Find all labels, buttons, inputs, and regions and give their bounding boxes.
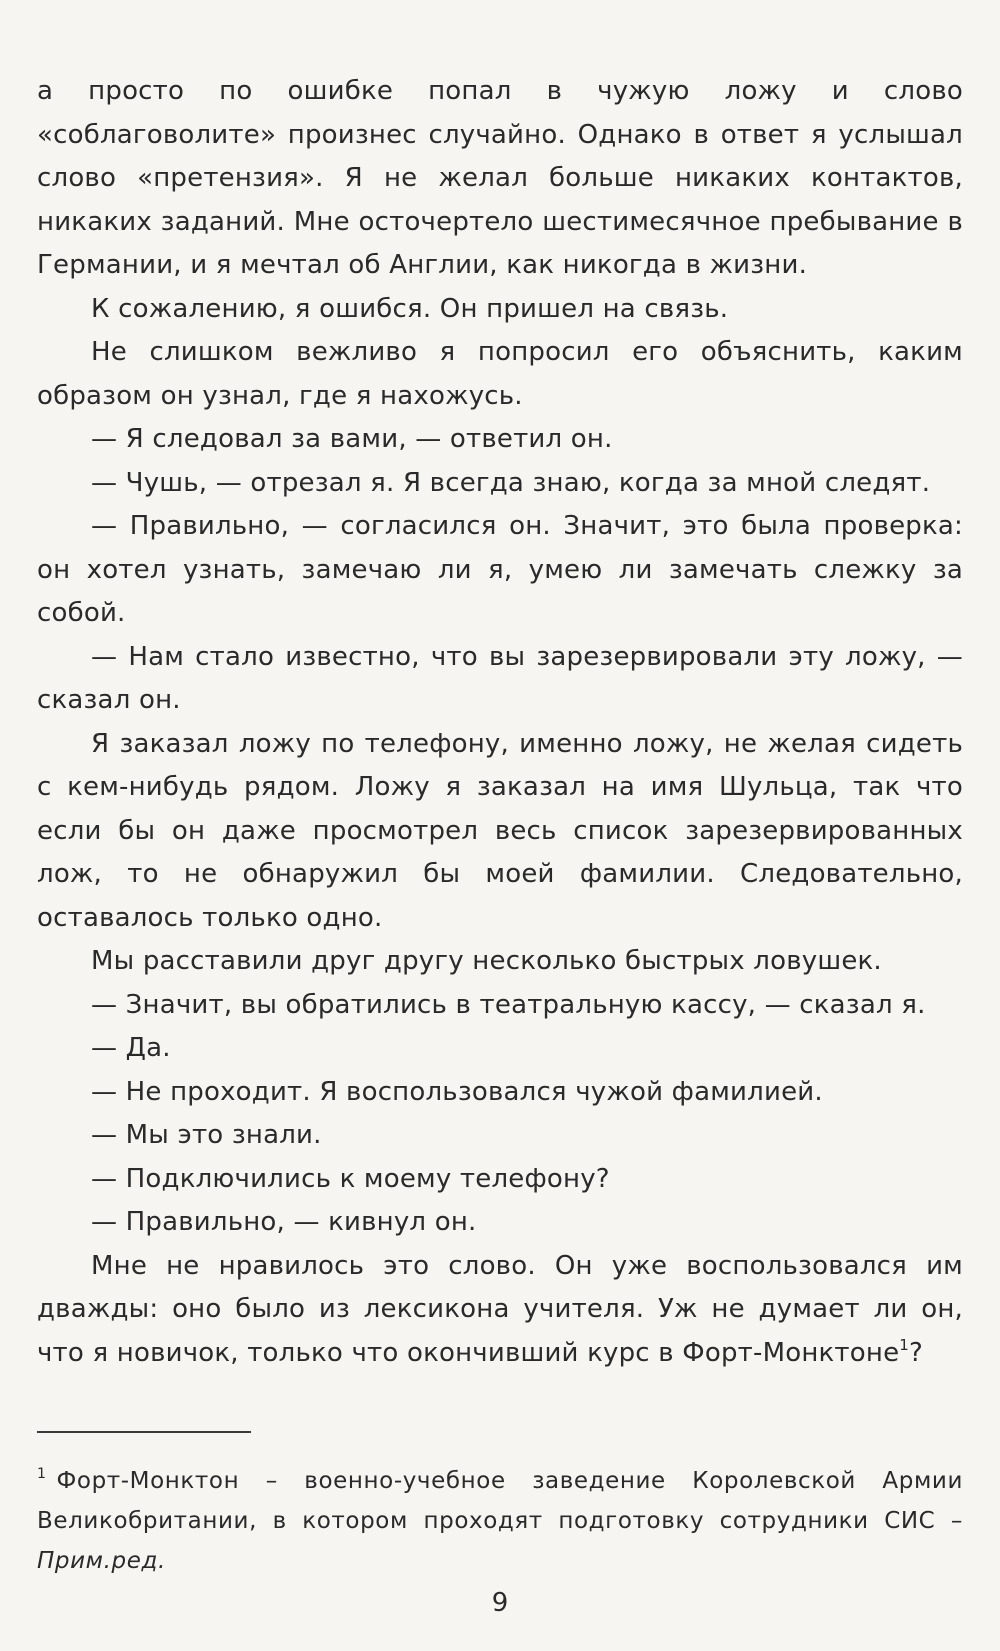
paragraph-last: [37, 1245, 963, 1376]
dialogue-line: — Не проходит. Я воспользовался чужой фамилией.: [91, 1076, 823, 1107]
dialogue-line: — Я следовал за вами, — ответил он.: [91, 424, 613, 454]
dialogue-line: — Нам стало известно, что вы зарезервировали эту ложу, — сказал он.: [37, 641, 963, 715]
dialogue-line: — Правильно, — кивнул он.: [91, 1207, 477, 1237]
dialogue-line: — Подключились к моему телефону?: [91, 1163, 610, 1194]
paragraph: Я заказал ложу по телефону, именно ложу, не желая сидеть с кем-нибудь рядом. Ложу я заказал на имя Шульца, так что если бы он даже просмотрел весь список зарезервированных лож, то не обнаружил бы моей фамилии. Следовательно, оставалось только одно.: [37, 728, 963, 933]
dialogue-line: — Значит, вы обратились в театральную кассу, — сказал я.: [91, 989, 926, 1020]
footnote-divider: [37, 1431, 251, 1433]
paragraph: Мы расставили друг другу несколько быстрых ловушек.: [91, 946, 882, 976]
footnote: [37, 1461, 963, 1581]
paragraph: Не слишком вежливо я попросил его объяснить, каким образом он узнал, где я нахожусь.: [37, 337, 963, 411]
footnote-marker: 1: [37, 1466, 47, 1482]
footnote-text: Форт-Монктон – военно-учебное заведение Королевской Армии Великобритании, в котором проходят подготовку сотрудники СИС –: [37, 1468, 963, 1534]
main-text: [37, 70, 963, 1375]
paragraph-ending: ?: [909, 1337, 924, 1368]
dialogue-line: — Мы это знали.: [91, 1120, 322, 1150]
page-number: 9: [491, 1588, 509, 1618]
dialogue-line: — Правильно, — согласился он. Значит, это была проверка: он хотел узнать, замечаю ли я, умею ли замечать слежку за собой.: [37, 511, 963, 628]
footnote-editor-note: Прим.ред.: [37, 1548, 166, 1574]
paragraph: а просто по ошибке попал в чужую ложу и слово «соблаговолите» произнес случайно. Однако в ответ я услышал слово «претензия». Я не желал больше никаких контактов, никаких заданий. Мне осточертело шестимесячное пребывание в Германии, и я мечтал об Англии, как никогда в жизни.: [37, 76, 963, 280]
paragraph-text: Мне не нравилось это слово. Он уже воспользовался им дважды: оно было из лексикона учителя. Уж не думает ли он, что я новичок, только что окончивший курс в Форт-Монктоне: [37, 1250, 963, 1368]
paragraph: К сожалению, я ошибся. Он пришел на связь.: [91, 293, 729, 324]
dialogue-line: — Чушь, — отрезал я. Я всегда знаю, когда за мной следят.: [91, 467, 931, 498]
footnote-reference[interactable]: 1: [899, 1335, 910, 1354]
dialogue-line: — Да.: [91, 1033, 171, 1063]
